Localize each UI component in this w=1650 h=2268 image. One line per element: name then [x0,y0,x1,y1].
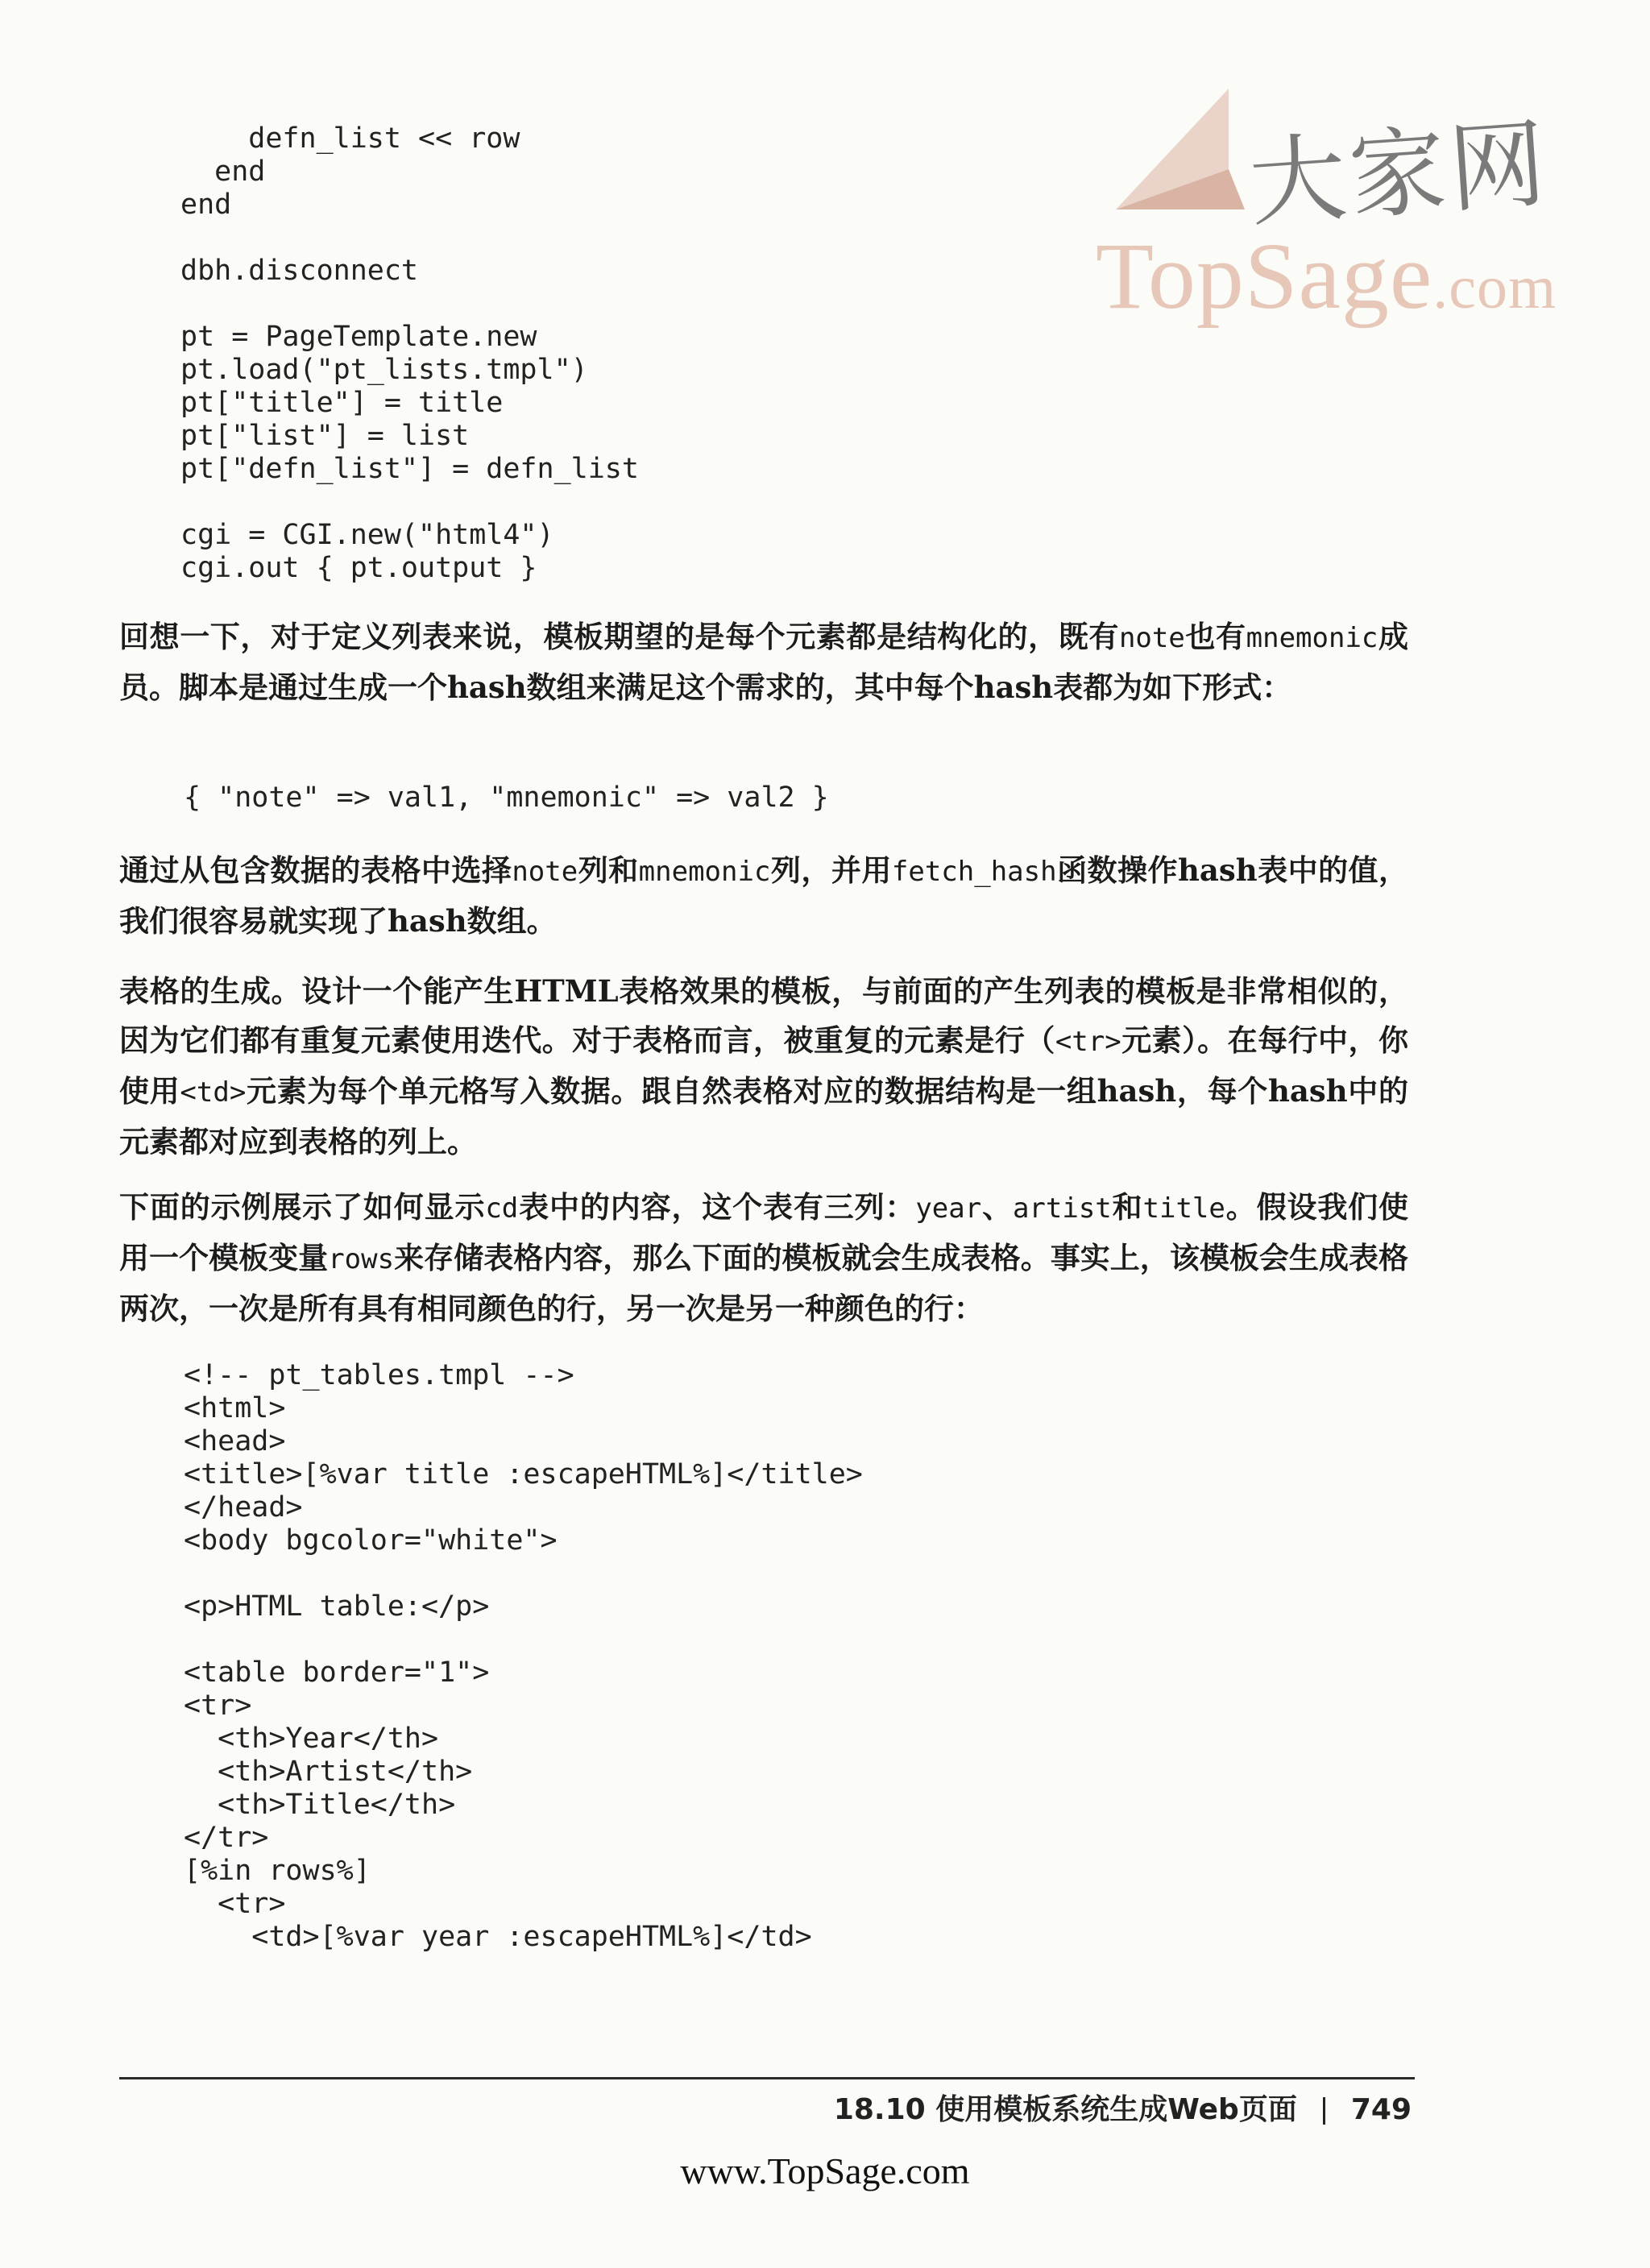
footer-separator [1323,2097,1325,2125]
watermark-logo-icon [1108,81,1269,218]
code-block-ruby: defn_list << row end end dbh.disconnect pt = PageTemplate.new pt.load("pt_lists.tmpl") pt["title"] = title pt["list"] = list pt["defn_list"] = defn_list cgi = CGI.new("html4") cgi.out { pt.output } [180,122,639,584]
footer-section-title: 18.10 使用模板系统生成Web页面 [833,2093,1297,2126]
code-block-template: <!-- pt_tables.tmpl --> <html> <head> <title>[%var title :escapeHTML%]</title> </head> <body bgcolor="white"> <p>HTML table:</p> <table border="1"> <tr> <th>Year</th> <th>Artist</th> <th>Title</th> </tr> [%in rows%] <tr> <td>[%var year :escapeHTML%]</td> [184,1359,863,1953]
site-url: www.TopSage.com [680,2150,970,2191]
footer-divider [119,2077,1415,2079]
page-number: 749 [1350,2093,1412,2126]
paragraph-table-generation: 表格的生成。设计一个能产生HTML表格效果的模板，与前面的产生列表的模板是非常相似的，因为它们都有重复元素使用迭代。对于表格而言，被重复的元素是行（<tr>元素）。在每行中，你使用<td>元素为每个单元格写入数据。跟自然表格对应的数据结构是一组hash，每个hash中的元素都对应到表格的列上。 [119,973,1409,1159]
watermark-chinese-text: 大家网 [1246,108,1553,241]
code-hash-form: { "note" => val1, "mnemonic" => val2 } [184,782,829,814]
running-footer [834,2087,1412,2128]
topsage-watermark [1080,77,1563,350]
watermark-english-text: TopSage.com [1096,223,1557,329]
paragraph-fetch-hash: 通过从包含数据的表格中选择note列和mnemonic列，并用fetch_hash函数操作hash表中的值，我们很容易就实现了hash数组。 [119,852,1409,939]
paragraph-recall: 回想一下，对于定义列表来说，模板期望的是每个元素都是结构化的，既有note也有mnemonic成员。脚本是通过生成一个hash数组来满足这个需求的，其中每个hash表都为如下形式： [119,619,1409,705]
paragraph-cd-example: 下面的示例展示了如何显示cd表中的内容，这个表有三列：year、artist和title。假设我们使用一个模板变量rows来存储表格内容，那么下面的模板就会生成表格。事实上，该模板会生成表格两次，一次是所有具有相同颜色的行，另一次是另一种颜色的行： [119,1189,1409,1326]
